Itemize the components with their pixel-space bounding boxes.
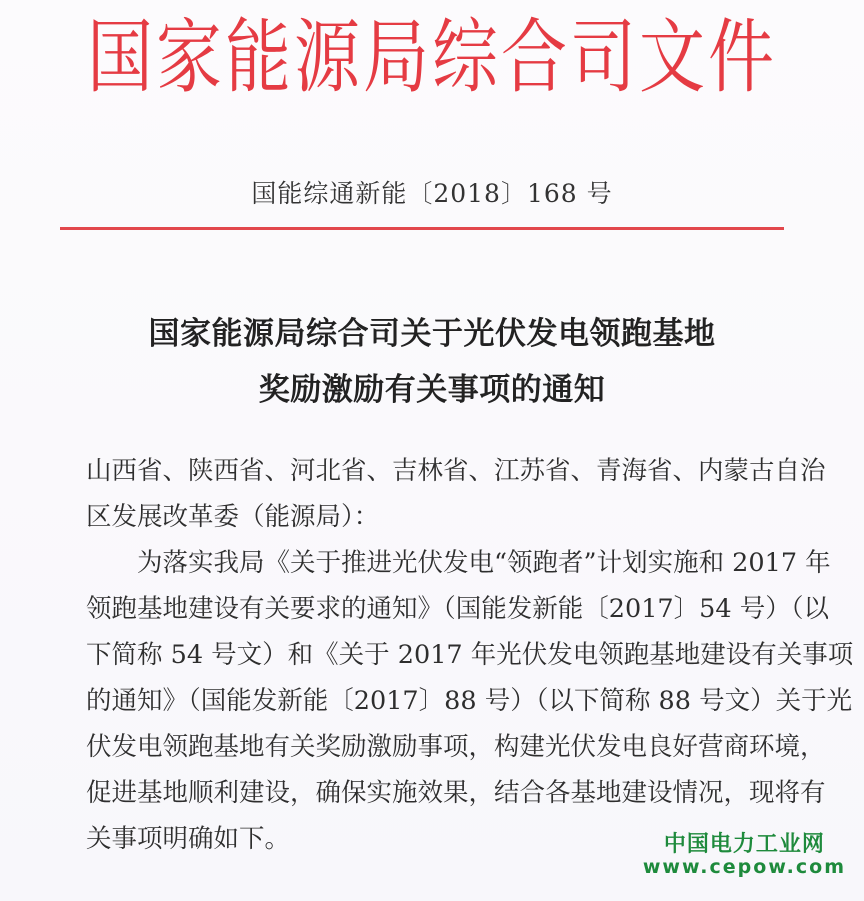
notice-title-line-1: 国家能源局综合司关于光伏发电领跑基地 [148, 316, 716, 352]
watermark-site-name: 中国电力工业网 [663, 832, 825, 857]
body-line-8: 促进基地顺利建设，确保实施效果，结合各基地建设情况，现将有 [86, 778, 826, 808]
notice-title-line-2: 奖励激励有关事项的通知 [258, 372, 606, 408]
notice-body [86, 448, 854, 862]
body-line-5: 下简称 54 号文）和《关于 2017 年光伏发电领跑基地建设有关事项 [86, 640, 854, 670]
body-line-7: 伏发电领跑基地有关奖励激励事项，构建光伏发电良好营商环境， [86, 732, 826, 762]
body-line-addressees-1: 山西省、陕西省、河北省、吉林省、江苏省、青海省、内蒙古自治 [86, 456, 826, 486]
body-line-3: 为落实我局《关于推进光伏发电“领跑者”计划实施和 2017 年 [86, 548, 831, 578]
body-line-addressees-2: 区发展改革委（能源局）： [86, 502, 380, 532]
site-watermark [643, 832, 846, 879]
document-number: 国能综通新能〔2018〕168 号 [251, 179, 613, 208]
red-divider-line [60, 227, 784, 230]
notice-title [0, 306, 864, 418]
body-line-6: 的通知》（国能发新能〔2017〕88 号）（以下简称 88 号文）关于光 [86, 686, 853, 716]
document-header-title: 国家能源局综合司文件 [87, 10, 777, 105]
body-line-9: 关事项明确如下。 [86, 824, 291, 854]
watermark-site-url: www.cepow.com [642, 856, 846, 879]
body-line-4: 领跑基地建设有关要求的通知》（国能发新能〔2017〕54 号）（以 [86, 594, 829, 624]
